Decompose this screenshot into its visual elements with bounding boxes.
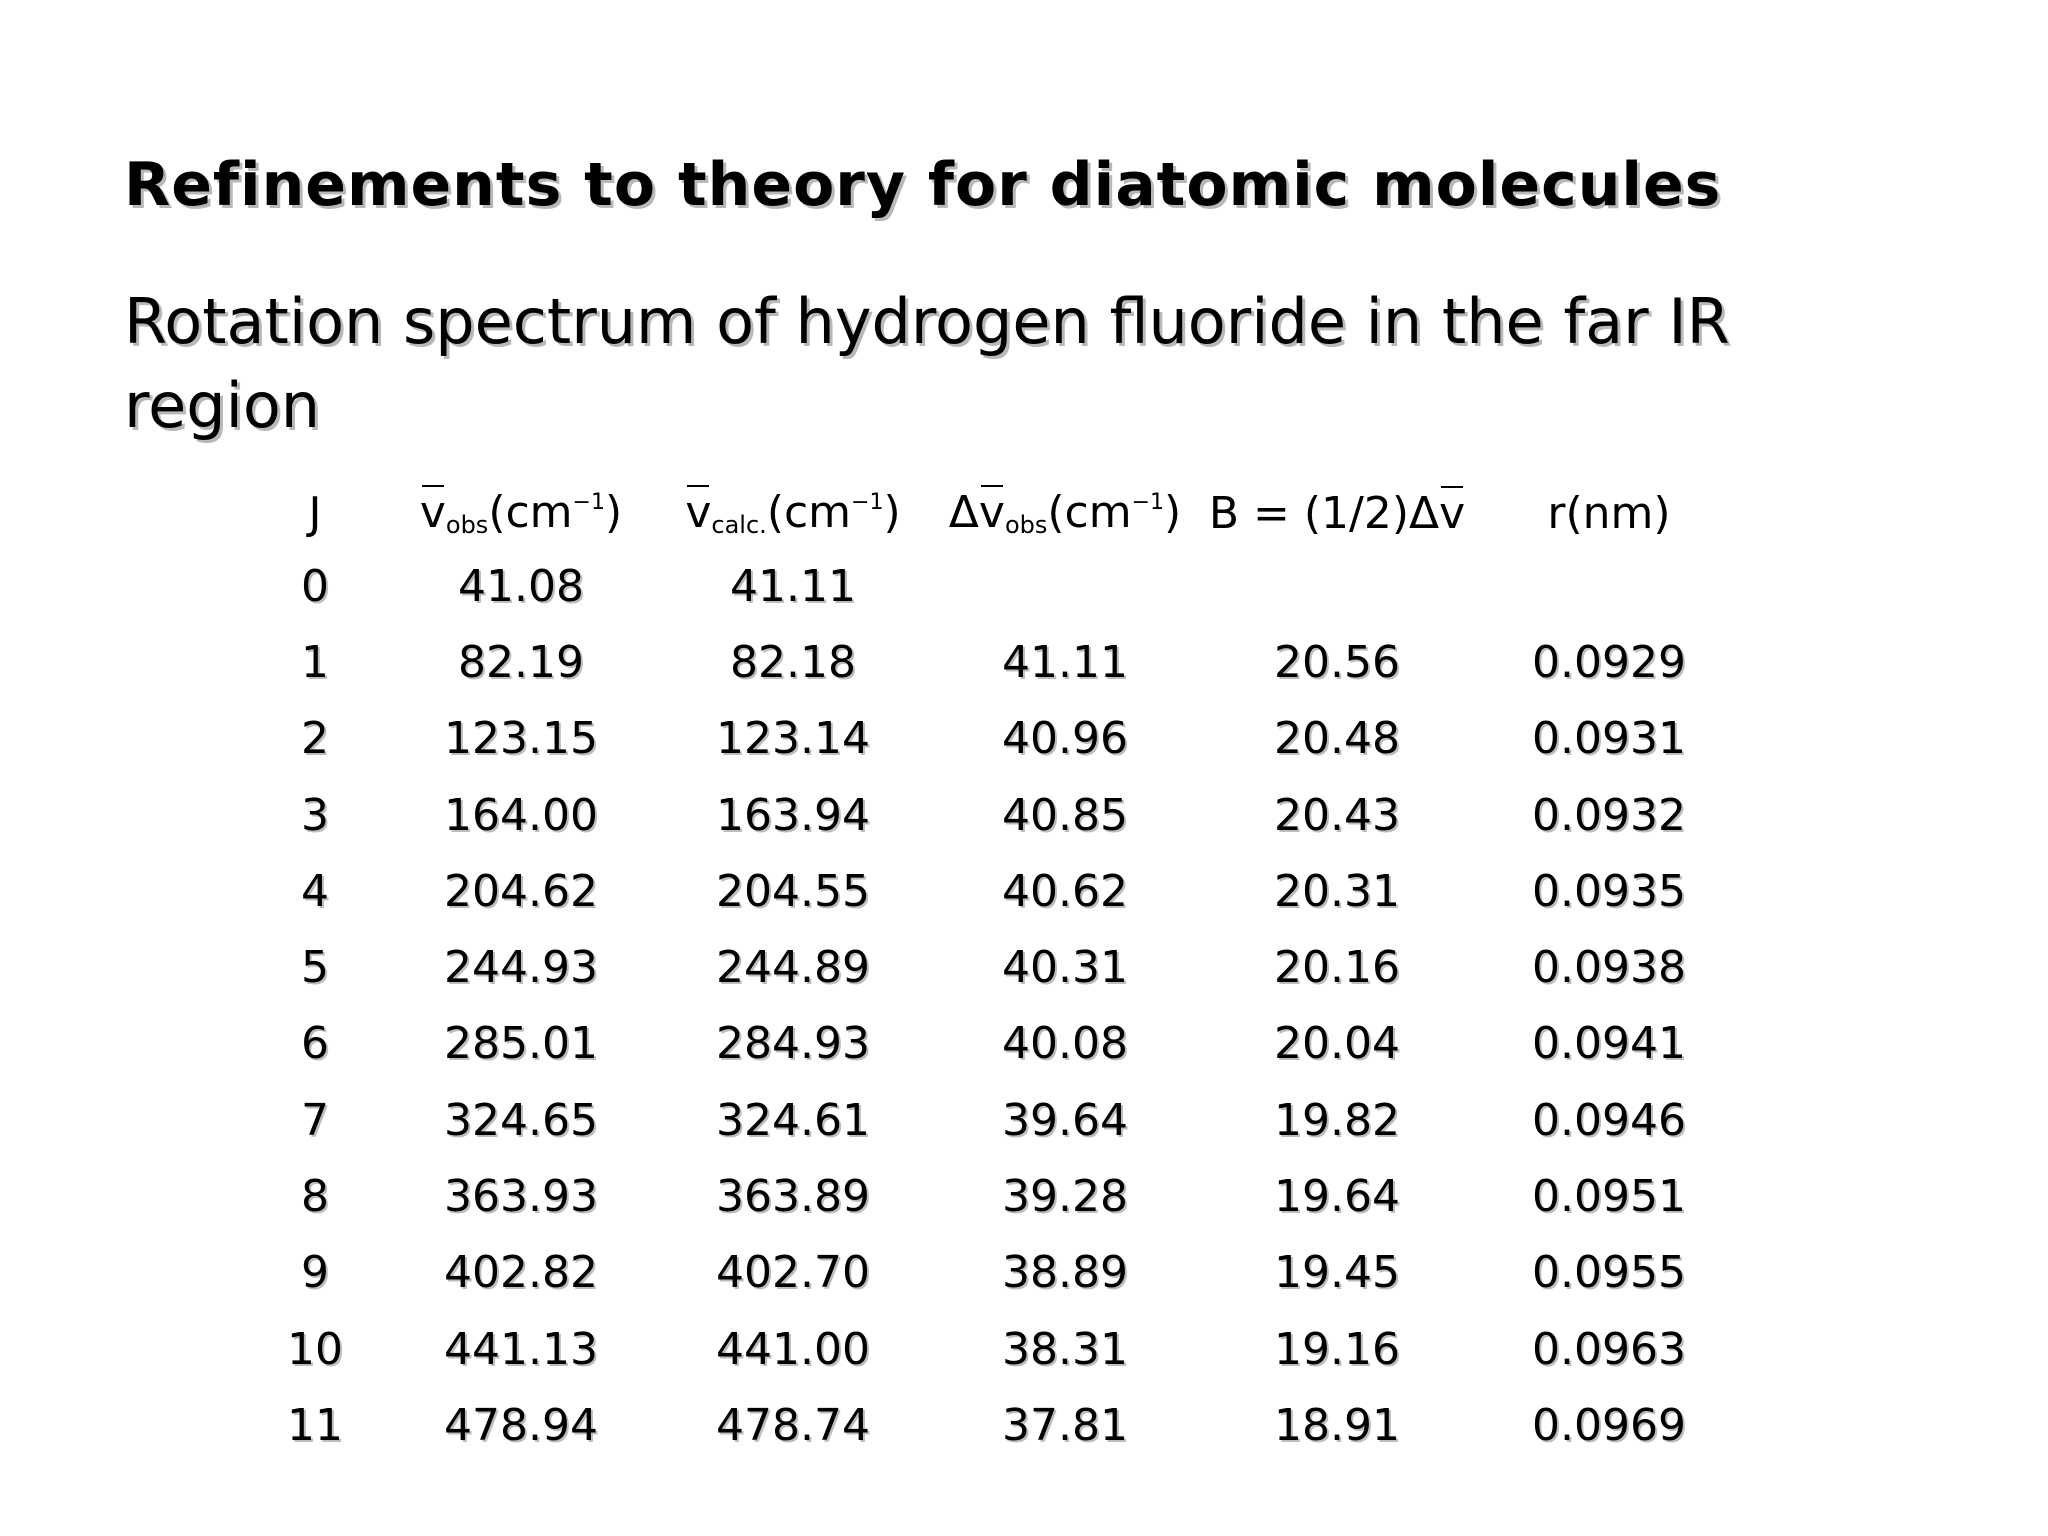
cell-nu-obs: 402.82 xyxy=(444,1247,598,1299)
cell-nu-calc: 204.55 xyxy=(716,865,870,917)
cell-nu-obs: 41.08 xyxy=(458,560,584,612)
table-header-row xyxy=(245,478,1745,548)
cell-nu-calc: 41.11 xyxy=(730,560,856,612)
cell-nu-obs: 324.65 xyxy=(444,1094,598,1146)
cell-delta-nu-obs: 40.62 xyxy=(1002,865,1128,917)
cell-bond-length-r: 0.0941 xyxy=(1532,1018,1686,1070)
cell-j: 4 xyxy=(301,865,329,917)
cell-delta-nu-obs: 40.08 xyxy=(1002,1018,1128,1070)
cell-delta-nu-obs: 40.85 xyxy=(1002,789,1128,841)
cell-bond-length-r: 0.0951 xyxy=(1532,1171,1686,1223)
cell-bond-length-r: 0.0969 xyxy=(1532,1399,1686,1451)
cell-nu-calc: 244.89 xyxy=(716,942,870,994)
cell-delta-nu-obs: 40.96 xyxy=(1002,713,1128,765)
cell-nu-calc: 478.74 xyxy=(716,1399,870,1451)
slide-subtitle: Rotation spectrum of hydrogen fluoride in the far IR region xyxy=(124,285,1730,442)
cell-j: 11 xyxy=(287,1399,343,1451)
table-row xyxy=(245,777,1745,853)
cell-bond-length-r: 0.0935 xyxy=(1532,865,1686,917)
cell-delta-nu-obs: 41.11 xyxy=(1002,636,1128,688)
cell-delta-nu-obs xyxy=(929,548,1201,624)
cell-nu-calc: 324.61 xyxy=(716,1094,870,1146)
table-row xyxy=(245,1311,1745,1387)
table-row xyxy=(245,1235,1745,1311)
cell-delta-nu-obs: 39.64 xyxy=(1002,1094,1128,1146)
cell-nu-calc: 441.00 xyxy=(716,1323,870,1375)
cell-delta-nu-obs: 40.31 xyxy=(1002,942,1128,994)
header-j: J xyxy=(308,487,322,539)
cell-j: 2 xyxy=(301,713,329,765)
cell-j: 7 xyxy=(301,1094,329,1146)
cell-rotational-constant-b: 20.48 xyxy=(1274,713,1400,765)
cell-j: 10 xyxy=(287,1323,343,1375)
cell-rotational-constant-b: 19.64 xyxy=(1274,1171,1400,1223)
cell-j: 0 xyxy=(301,560,329,612)
cell-delta-nu-obs: 38.31 xyxy=(1002,1323,1128,1375)
cell-bond-length-r: 0.0938 xyxy=(1532,942,1686,994)
cell-nu-calc: 284.93 xyxy=(716,1018,870,1070)
table-body xyxy=(245,548,1745,1464)
table-row xyxy=(245,853,1745,929)
table-row xyxy=(245,548,1745,624)
cell-nu-calc: 163.94 xyxy=(716,789,870,841)
header-delta-nu-obs: $\Delta v_{obs}(cm^{-1})$ xyxy=(948,487,1182,539)
table-row xyxy=(245,1082,1745,1158)
cell-rotational-constant-b: 20.31 xyxy=(1274,865,1400,917)
cell-nu-calc: 82.18 xyxy=(730,636,856,688)
cell-rotational-constant-b: 18.91 xyxy=(1274,1399,1400,1451)
cell-bond-length-r: 0.0946 xyxy=(1532,1094,1686,1146)
cell-rotational-constant-b xyxy=(1201,548,1473,624)
slide-title: Refinements to theory for diatomic molecules xyxy=(124,150,1722,220)
cell-bond-length-r: 0.0963 xyxy=(1532,1323,1686,1375)
cell-nu-obs: 204.62 xyxy=(444,865,598,917)
cell-nu-obs: 478.94 xyxy=(444,1399,598,1451)
table-row xyxy=(245,701,1745,777)
header-bond-length-r: r(nm) xyxy=(1547,487,1671,539)
cell-rotational-constant-b: 19.82 xyxy=(1274,1094,1400,1146)
table-row xyxy=(245,1387,1745,1463)
table-row xyxy=(245,1158,1745,1234)
cell-rotational-constant-b: 20.16 xyxy=(1274,942,1400,994)
cell-bond-length-r: 0.0932 xyxy=(1532,789,1686,841)
cell-delta-nu-obs: 38.89 xyxy=(1002,1247,1128,1299)
cell-rotational-constant-b: 20.04 xyxy=(1274,1018,1400,1070)
header-nu-calc: $v_{calc.}(cm^{-1})$ xyxy=(685,487,901,539)
cell-nu-obs: 82.19 xyxy=(458,636,584,688)
cell-nu-obs: 123.15 xyxy=(444,713,598,765)
cell-nu-calc: 123.14 xyxy=(716,713,870,765)
cell-nu-obs: 244.93 xyxy=(444,942,598,994)
cell-nu-calc: 402.70 xyxy=(716,1247,870,1299)
cell-bond-length-r: 0.0931 xyxy=(1532,713,1686,765)
cell-nu-obs: 363.93 xyxy=(444,1171,598,1223)
table-row xyxy=(245,1006,1745,1082)
cell-nu-calc: 363.89 xyxy=(716,1171,870,1223)
cell-nu-obs: 441.13 xyxy=(444,1323,598,1375)
hf-rotation-spectrum-table xyxy=(245,478,1745,1464)
cell-j: 5 xyxy=(301,942,329,994)
cell-bond-length-r xyxy=(1473,548,1745,624)
cell-rotational-constant-b: 19.45 xyxy=(1274,1247,1400,1299)
table-row xyxy=(245,624,1745,700)
cell-j: 1 xyxy=(301,636,329,688)
cell-rotational-constant-b: 19.16 xyxy=(1274,1323,1400,1375)
table-row xyxy=(245,929,1745,1005)
header-nu-obs: $v_{obs}(cm^{-1})$ xyxy=(419,487,623,539)
cell-j: 6 xyxy=(301,1018,329,1070)
cell-j: 8 xyxy=(301,1171,329,1223)
cell-j: 3 xyxy=(301,789,329,841)
cell-j: 9 xyxy=(301,1247,329,1299)
cell-delta-nu-obs: 39.28 xyxy=(1002,1171,1128,1223)
cell-delta-nu-obs: 37.81 xyxy=(1002,1399,1128,1451)
cell-bond-length-r: 0.0955 xyxy=(1532,1247,1686,1299)
header-rotational-constant-b: B = (1/2)Δv xyxy=(1208,487,1466,539)
cell-nu-obs: 164.00 xyxy=(444,789,598,841)
cell-bond-length-r: 0.0929 xyxy=(1532,636,1686,688)
cell-nu-obs: 285.01 xyxy=(444,1018,598,1070)
cell-rotational-constant-b: 20.56 xyxy=(1274,636,1400,688)
cell-rotational-constant-b: 20.43 xyxy=(1274,789,1400,841)
